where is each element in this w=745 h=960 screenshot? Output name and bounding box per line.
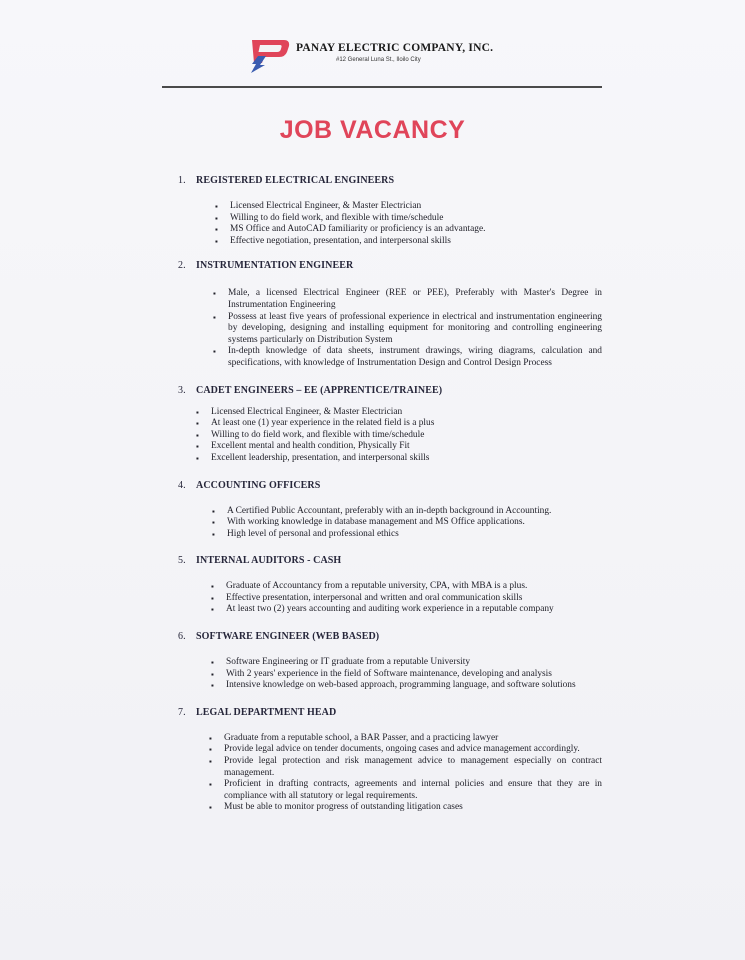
page-title: JOB VACANCY bbox=[279, 116, 466, 144]
requirement-item: ▪ At least one (1) year experience in the related field is a plus bbox=[211, 418, 602, 430]
job-title bbox=[178, 174, 602, 187]
requirements-list bbox=[211, 407, 602, 465]
job-section bbox=[178, 630, 602, 692]
requirement-item: ▪ At least two (2) years accounting and auditing work experience in a reputable company bbox=[226, 604, 602, 616]
requirements-list bbox=[227, 506, 602, 541]
requirement-item: ▪ With 2 years' experience in the field of Software maintenance, developing and analysis bbox=[226, 669, 602, 681]
job-title-text: ACCOUNTING OFFICERS bbox=[196, 479, 321, 491]
company-address: #12 General Luna St., Iloilo City bbox=[336, 57, 421, 63]
company-name: PANAY ELECTRIC COMPANY, INC. bbox=[296, 42, 494, 54]
job-number: 2. bbox=[178, 260, 186, 272]
requirement-item: ▪ High level of personal and professional ethics bbox=[227, 529, 602, 541]
requirement-item: ▪ Intensive knowledge on web-based approach, programming language, and software solutions bbox=[226, 680, 602, 692]
requirements-list bbox=[226, 657, 602, 692]
job-section bbox=[178, 384, 602, 465]
requirement-item: ▪ MS Office and AutoCAD familiarity or proficiency is an advantage. bbox=[230, 224, 602, 236]
job-title bbox=[178, 630, 602, 643]
company-logo-icon bbox=[244, 36, 292, 74]
job-title bbox=[178, 384, 602, 397]
job-number: 3. bbox=[178, 384, 186, 396]
requirement-item: ▪ Provide legal advice on tender documents, ongoing cases and advice management accordingly. bbox=[224, 744, 602, 756]
job-section bbox=[178, 706, 602, 814]
job-section bbox=[178, 554, 602, 616]
job-title-text: CADET ENGINEERS – EE (APPRENTICE/TRAINEE) bbox=[196, 384, 443, 396]
job-title bbox=[178, 706, 602, 719]
requirement-item: ▪ Possess at least five years of professional experience in electrical and instrumentation engineering by developing, designing and installing equipment for monitoring and controlling engineering systems particularly on Distribution System bbox=[228, 312, 602, 347]
header-divider bbox=[162, 86, 602, 88]
job-list bbox=[178, 174, 602, 814]
requirement-item: ▪ Licensed Electrical Engineer, & Master Electrician bbox=[230, 201, 602, 213]
requirement-item: ▪ Provide legal protection and risk management advice to management especially on contract management. bbox=[224, 756, 602, 779]
job-section bbox=[178, 479, 602, 541]
job-title-text: INTERNAL AUDITORS - CASH bbox=[196, 555, 342, 567]
requirement-item: ▪ Graduate from a reputable school, a BAR Passer, and a practicing lawyer bbox=[224, 733, 602, 745]
job-title-text: INSTRUMENTATION ENGINEER bbox=[196, 260, 354, 272]
requirement-item: ▪ Licensed Electrical Engineer, & Master Electrician bbox=[211, 407, 602, 419]
job-number: 7. bbox=[178, 706, 186, 718]
job-section bbox=[178, 174, 602, 247]
requirement-item: ▪ Male, a licensed Electrical Engineer (REE or PEE), Preferably with Master's Degree in Instrumentation Engineering bbox=[228, 288, 602, 311]
requirement-item: ▪ Willing to do field work, and flexible with time/schedule bbox=[230, 213, 602, 225]
requirement-item: ▪ Proficient in drafting contracts, agreements and internal policies and ensure that they are in compliance with all statutory or legal requirements. bbox=[224, 779, 602, 802]
requirement-item: ▪ In-depth knowledge of data sheets, instrument drawings, wiring diagrams, calculation and specifications, with knowledge of Instrumentation Design and Control Design Process bbox=[228, 346, 602, 369]
requirement-item: ▪ A Certified Public Accountant, preferably with an in-depth background in Accounting. bbox=[227, 506, 602, 518]
requirement-item: ▪ Excellent leadership, presentation, and interpersonal skills bbox=[211, 453, 602, 465]
job-title bbox=[178, 479, 602, 492]
requirement-item: ▪ Software Engineering or IT graduate from a reputable University bbox=[226, 657, 602, 669]
job-title bbox=[178, 259, 602, 272]
requirements-list bbox=[224, 733, 602, 814]
job-number: 4. bbox=[178, 479, 186, 491]
requirements-list bbox=[228, 288, 602, 369]
requirement-item: ▪ Must be able to monitor progress of outstanding litigation cases bbox=[224, 802, 602, 814]
requirement-item: ▪ With working knowledge in database management and MS Office applications. bbox=[227, 517, 602, 529]
job-number: 5. bbox=[178, 555, 186, 567]
job-section bbox=[178, 259, 602, 369]
job-title bbox=[178, 554, 602, 567]
job-title-text: LEGAL DEPARTMENT HEAD bbox=[196, 706, 337, 718]
requirements-list bbox=[226, 581, 602, 616]
job-number: 6. bbox=[178, 631, 186, 643]
letterhead bbox=[244, 36, 504, 76]
job-number: 1. bbox=[178, 175, 186, 186]
requirement-item: ▪ Willing to do field work, and flexible with time/schedule bbox=[211, 430, 602, 442]
requirement-item: ▪ Excellent mental and health condition, Physically Fit bbox=[211, 441, 602, 453]
requirement-item: ▪ Graduate of Accountancy from a reputable university, CPA, with MBA is a plus. bbox=[226, 581, 602, 593]
job-title-text: REGISTERED ELECTRICAL ENGINEERS bbox=[196, 175, 395, 186]
requirements-list bbox=[230, 201, 602, 247]
job-title-text: SOFTWARE ENGINEER (WEB BASED) bbox=[196, 631, 380, 643]
requirement-item: ▪ Effective negotiation, presentation, and interpersonal skills bbox=[230, 236, 602, 248]
requirement-item: ▪ Effective presentation, interpersonal and written and oral communication skills bbox=[226, 593, 602, 605]
